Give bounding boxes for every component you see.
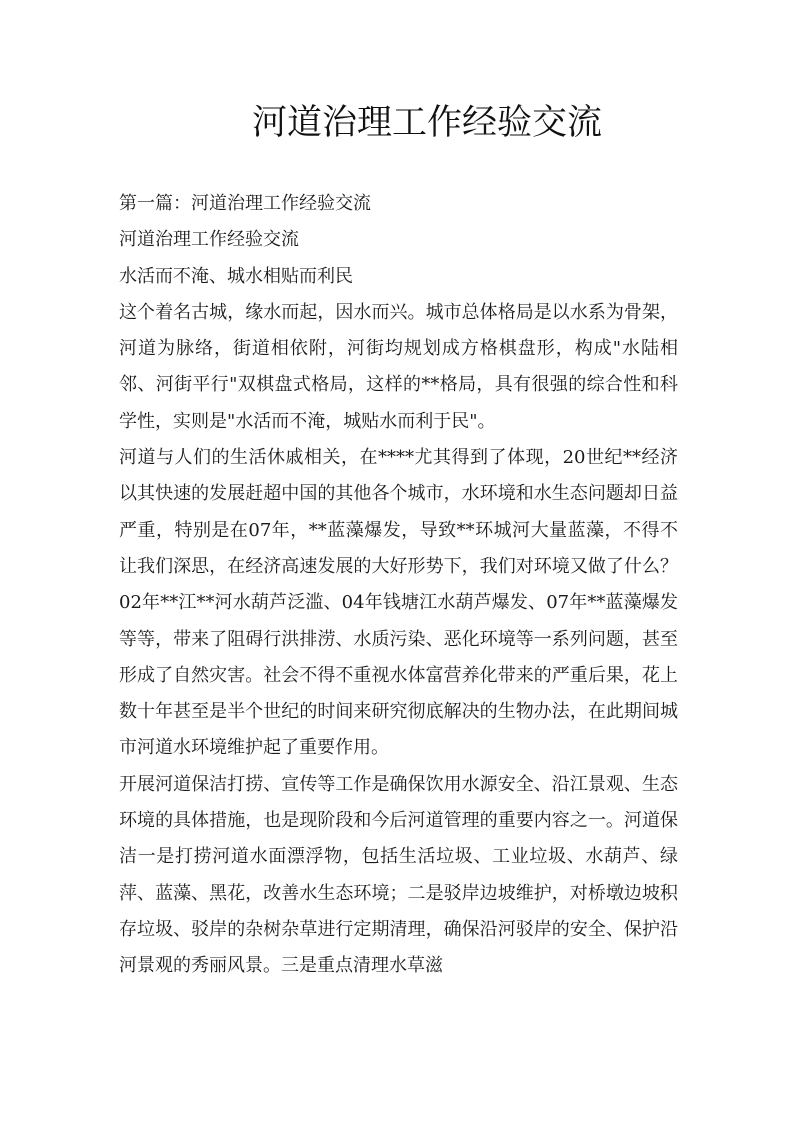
document-title: 河道治理工作经验交流 [251, 103, 602, 143]
document-body [119, 186, 678, 985]
subtitle: 河道治理工作经验交流 [119, 229, 299, 251]
section-heading: 第一篇：河道治理工作经验交流 [119, 193, 371, 214]
paragraph: 河道与人们的生活休戚相关，在****尤其得到了体现，20世纪**经济以其快速的发展赶超中国的其他各个城市，水环境和水生态问题却日益严重，特别是在07年，**蓝藻爆发，导致**环城河大量蓝藻，不得不让我们深思，在经济高速发展的大好形势下，我们对环境又做了什么？02年**江**河水葫芦泛滥、04年钱塘江水葫芦爆发、07年**蓝藻爆发等等，带来了阻碍行洪排涝、水质污染、恶化环境等一系列问题，甚至形成了自然灾害。社会不得不重视水体富营养化带来的严重后果，花上数十年甚至是半个世纪的时间来研究彻底解决的生物办法，在此期间城市河道水环境维护起了重要作用。 [119, 447, 678, 759]
tagline: 水活而不淹、城水相贴而利民 [119, 265, 353, 287]
paragraph: 这个着名古城，缘水而起，因水而兴。城市总体格局是以水系为骨架，河道为脉络，街道相依附，河街均规划成方格棋盘形，构成"水陆相邻、河街平行"双棋盘式格局，这样的**格局，具有很强的综合性和科学性，实则是"水活而不淹，城贴水而利于民"。 [119, 301, 678, 432]
paragraph: 开展河道保洁打捞、宣传等工作是确保饮用水源安全、沿江景观、生态环境的具体措施，也是现阶段和今后河道管理的重要内容之一。河道保洁一是打捞河道水面漂浮物，包括生活垃圾、工业垃圾、水葫芦、绿萍、蓝藻、黑花，改善水生态环境；二是驳岸边坡维护，对桥墩边坡积存垃圾、驳岸的杂树杂草进行定期清理，确保沿河驳岸的安全、保护沿河景观的秀丽风景。三是重点清理水草滋 [119, 773, 678, 977]
